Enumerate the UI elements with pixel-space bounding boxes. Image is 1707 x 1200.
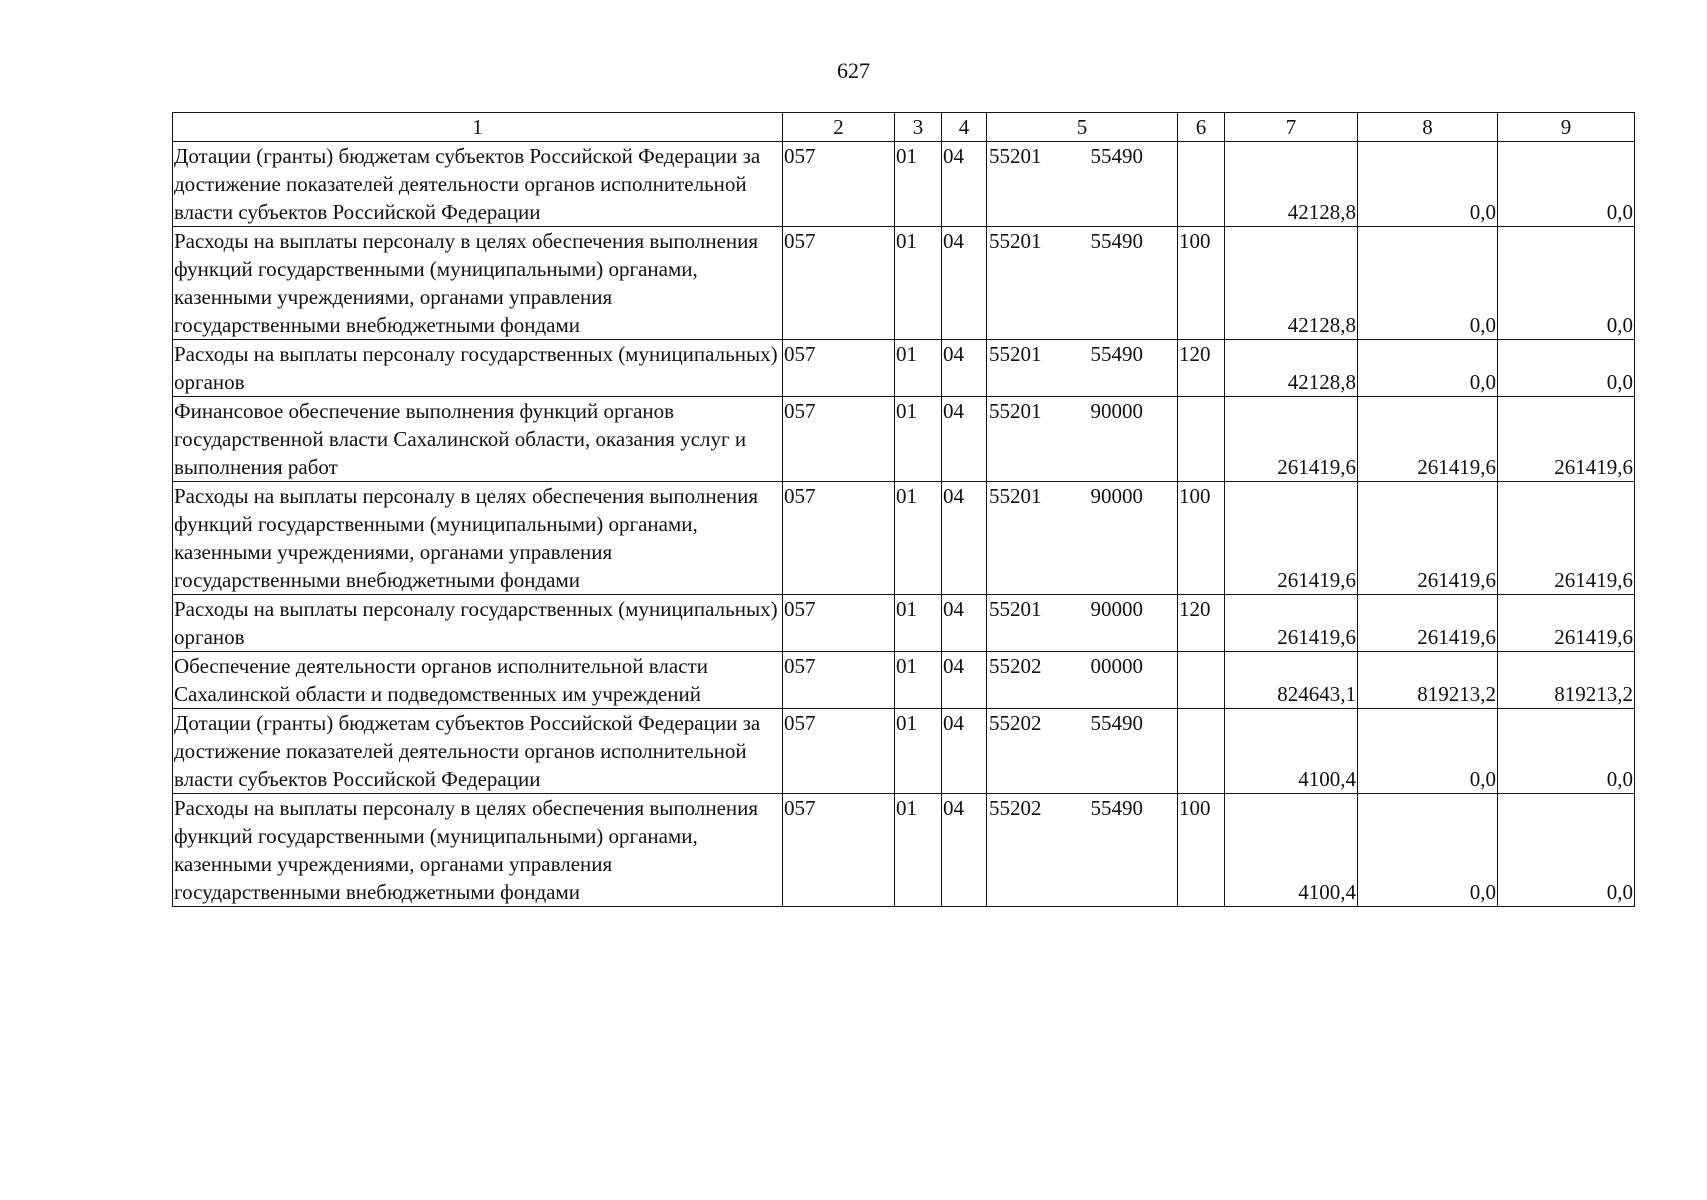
row-name: Обеспечение деятельности органов исполнительной власти Сахалинской области и подведомственных им учреждений xyxy=(173,652,783,709)
header-col-1: 1 xyxy=(173,113,783,142)
table-row xyxy=(173,340,1635,397)
subsection-code: 04 xyxy=(942,652,987,709)
header-col-2: 2 xyxy=(783,113,895,142)
header-col-5: 5 xyxy=(987,113,1178,142)
amount-col-8: 0,0 xyxy=(1358,709,1498,794)
amount-col-7: 824643,1 xyxy=(1225,652,1358,709)
target-article-code xyxy=(987,595,1178,652)
amount-col-9: 0,0 xyxy=(1498,142,1635,227)
amount-col-7: 4100,4 xyxy=(1225,709,1358,794)
amount-col-8: 0,0 xyxy=(1358,340,1498,397)
table-row xyxy=(173,397,1635,482)
amount-col-8: 819213,2 xyxy=(1358,652,1498,709)
section-code: 01 xyxy=(895,340,942,397)
target-article-code xyxy=(987,482,1178,595)
amount-col-8: 261419,6 xyxy=(1358,482,1498,595)
direction-code: 90000 xyxy=(1090,399,1143,423)
amount-col-7: 261419,6 xyxy=(1225,595,1358,652)
subsection-code: 04 xyxy=(942,794,987,907)
amount-col-8: 0,0 xyxy=(1358,227,1498,340)
expense-type-code xyxy=(1178,652,1225,709)
program-code: 55201 xyxy=(989,229,1042,253)
row-name: Расходы на выплаты персоналу в целях обеспечения выполнения функций государственными (муниципальными) органами, казенными учреждениями, органами управления государственными внебюджетными фондами xyxy=(173,794,783,907)
table-row xyxy=(173,227,1635,340)
ministry-code: 057 xyxy=(783,794,895,907)
program-code: 55202 xyxy=(989,654,1042,678)
ministry-code: 057 xyxy=(783,397,895,482)
subsection-code: 04 xyxy=(942,340,987,397)
direction-code: 90000 xyxy=(1090,597,1143,621)
subsection-code: 04 xyxy=(942,709,987,794)
section-code: 01 xyxy=(895,482,942,595)
direction-code: 90000 xyxy=(1090,484,1143,508)
table-row xyxy=(173,595,1635,652)
section-code: 01 xyxy=(895,794,942,907)
ministry-code: 057 xyxy=(783,227,895,340)
row-name: Расходы на выплаты персоналу государственных (муниципальных) органов xyxy=(173,595,783,652)
row-name: Дотации (гранты) бюджетам субъектов Российской Федерации за достижение показателей деятельности органов исполнительной власти субъектов Российской Федерации xyxy=(173,142,783,227)
header-col-9: 9 xyxy=(1498,113,1635,142)
amount-col-7: 42128,8 xyxy=(1225,227,1358,340)
header-col-6: 6 xyxy=(1178,113,1225,142)
section-code: 01 xyxy=(895,142,942,227)
direction-code: 55490 xyxy=(1090,796,1143,820)
section-code: 01 xyxy=(895,709,942,794)
budget-table xyxy=(172,112,1635,907)
direction-code: 55490 xyxy=(1090,229,1143,253)
program-code: 55202 xyxy=(989,711,1042,735)
amount-col-7: 261419,6 xyxy=(1225,397,1358,482)
expense-type-code: 100 xyxy=(1178,227,1225,340)
ministry-code: 057 xyxy=(783,482,895,595)
amount-col-9: 819213,2 xyxy=(1498,652,1635,709)
table-row xyxy=(173,142,1635,227)
section-code: 01 xyxy=(895,595,942,652)
direction-code: 55490 xyxy=(1090,144,1143,168)
header-row xyxy=(173,113,1635,142)
amount-col-7: 42128,8 xyxy=(1225,142,1358,227)
table-row xyxy=(173,709,1635,794)
program-code: 55201 xyxy=(989,484,1042,508)
ministry-code: 057 xyxy=(783,340,895,397)
amount-col-7: 42128,8 xyxy=(1225,340,1358,397)
table-row xyxy=(173,652,1635,709)
program-code: 55201 xyxy=(989,597,1042,621)
expense-type-code xyxy=(1178,397,1225,482)
expense-type-code: 100 xyxy=(1178,482,1225,595)
header-col-3: 3 xyxy=(895,113,942,142)
table-row xyxy=(173,794,1635,907)
row-name: Дотации (гранты) бюджетам субъектов Российской Федерации за достижение показателей деятельности органов исполнительной власти субъектов Российской Федерации xyxy=(173,709,783,794)
subsection-code: 04 xyxy=(942,397,987,482)
row-name: Финансовое обеспечение выполнения функций органов государственной власти Сахалинской области, оказания услуг и выполнения работ xyxy=(173,397,783,482)
amount-col-7: 4100,4 xyxy=(1225,794,1358,907)
amount-col-9: 0,0 xyxy=(1498,794,1635,907)
subsection-code: 04 xyxy=(942,595,987,652)
amount-col-8: 261419,6 xyxy=(1358,397,1498,482)
program-code: 55201 xyxy=(989,342,1042,366)
table-row xyxy=(173,482,1635,595)
amount-col-9: 0,0 xyxy=(1498,227,1635,340)
row-name: Расходы на выплаты персоналу государственных (муниципальных) органов xyxy=(173,340,783,397)
target-article-code xyxy=(987,142,1178,227)
section-code: 01 xyxy=(895,397,942,482)
program-code: 55202 xyxy=(989,796,1042,820)
target-article-code xyxy=(987,227,1178,340)
amount-col-8: 261419,6 xyxy=(1358,595,1498,652)
row-name: Расходы на выплаты персоналу в целях обеспечения выполнения функций государственными (муниципальными) органами, казенными учреждениями, органами управления государственными внебюджетными фондами xyxy=(173,227,783,340)
amount-col-8: 0,0 xyxy=(1358,142,1498,227)
section-code: 01 xyxy=(895,652,942,709)
amount-col-9: 0,0 xyxy=(1498,709,1635,794)
header-col-4: 4 xyxy=(942,113,987,142)
header-col-8: 8 xyxy=(1358,113,1498,142)
direction-code: 55490 xyxy=(1090,342,1143,366)
header-col-7: 7 xyxy=(1225,113,1358,142)
subsection-code: 04 xyxy=(942,482,987,595)
target-article-code xyxy=(987,794,1178,907)
section-code: 01 xyxy=(895,227,942,340)
target-article-code xyxy=(987,652,1178,709)
program-code: 55201 xyxy=(989,144,1042,168)
amount-col-9: 261419,6 xyxy=(1498,595,1635,652)
amount-col-7: 261419,6 xyxy=(1225,482,1358,595)
subsection-code: 04 xyxy=(942,227,987,340)
amount-col-9: 0,0 xyxy=(1498,340,1635,397)
row-name: Расходы на выплаты персоналу в целях обеспечения выполнения функций государственными (муниципальными) органами, казенными учреждениями, органами управления государственными внебюджетными фондами xyxy=(173,482,783,595)
expense-type-code xyxy=(1178,142,1225,227)
ministry-code: 057 xyxy=(783,709,895,794)
page-number: 627 xyxy=(837,58,870,83)
target-article-code xyxy=(987,340,1178,397)
subsection-code: 04 xyxy=(942,142,987,227)
expense-type-code: 100 xyxy=(1178,794,1225,907)
direction-code: 55490 xyxy=(1090,711,1143,735)
target-article-code xyxy=(987,397,1178,482)
program-code: 55201 xyxy=(989,399,1042,423)
expense-type-code xyxy=(1178,709,1225,794)
amount-col-9: 261419,6 xyxy=(1498,397,1635,482)
target-article-code xyxy=(987,709,1178,794)
amount-col-9: 261419,6 xyxy=(1498,482,1635,595)
expense-type-code: 120 xyxy=(1178,340,1225,397)
amount-col-8: 0,0 xyxy=(1358,794,1498,907)
ministry-code: 057 xyxy=(783,595,895,652)
direction-code: 00000 xyxy=(1090,654,1143,678)
ministry-code: 057 xyxy=(783,142,895,227)
expense-type-code: 120 xyxy=(1178,595,1225,652)
ministry-code: 057 xyxy=(783,652,895,709)
